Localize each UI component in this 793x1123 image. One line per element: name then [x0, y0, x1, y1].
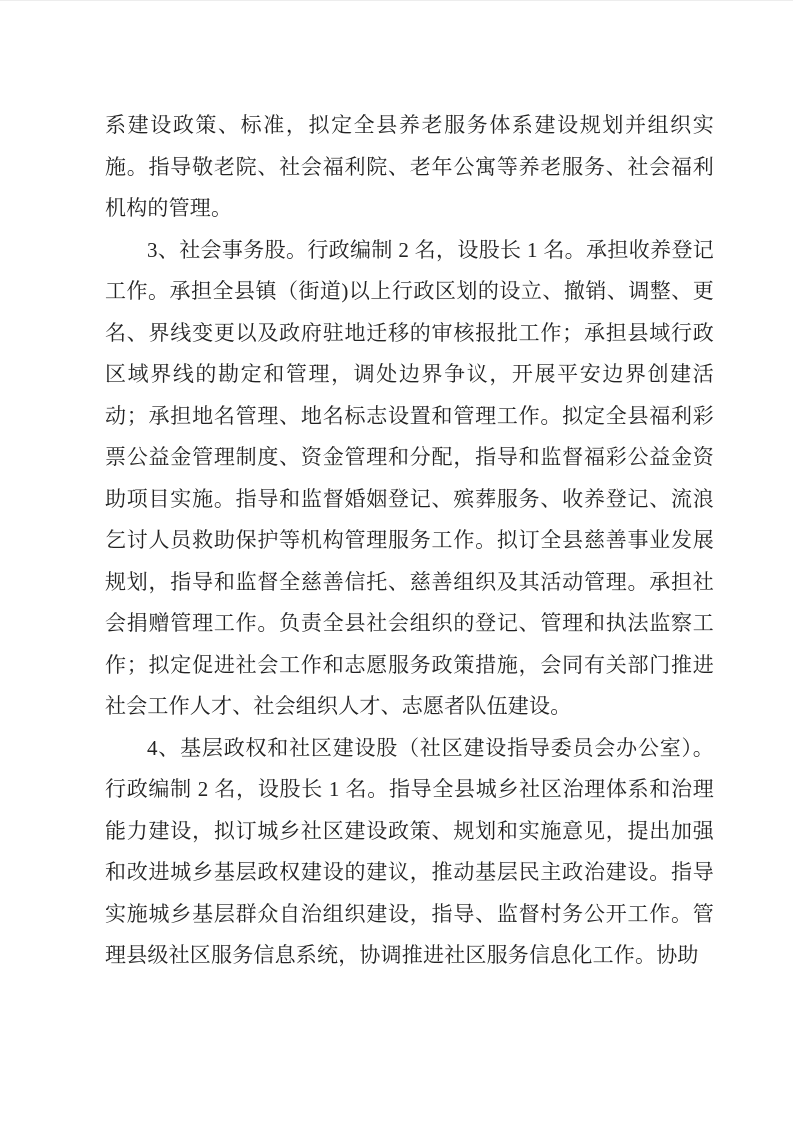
document-text-block: [105, 105, 714, 977]
paragraph-continuation: 系建设政策、标准，拟定全县养老服务体系建设规划并组织实施。指导敬老院、社会福利院、老年公寓等养老服务、社会福利机构的管理。: [105, 113, 714, 220]
paragraph-section-4-grassroots-community: 4、基层政权和社区建设股（社区建设指导委员会办公室）。行政编制 2 名，设股长 1 名。指导全县城乡社区治理体系和治理能力建设，拟订城乡社区建设政策、规划和实施意见，提出加强和改进城乡基层政权建设的建议，推动基层民主政治建设。指导实施城乡基层群众自治组织建设，指导、监督村务公开工作。管理县级社区服务信息系统，协调推进社区服务信息化工作。协助: [105, 735, 714, 967]
paragraph-section-3-social-affairs: 3、社会事务股。行政编制 2 名，设股长 1 名。承担收养登记工作。承担全县镇（街道)以上行政区划的设立、撤销、调整、更名、界线变更以及政府驻地迁移的审核报批工作；承担县域行政区域界线的勘定和管理，调处边界争议，开展平安边界创建活动；承担地名管理、地名标志设置和管理工作。拟定全县福利彩票公益金管理制度、资金管理和分配，指导和监督福彩公益金资助项目实施。指导和监督婚姻登记、殡葬服务、收养登记、流浪乞讨人员救助保护等机构管理服务工作。拟订全县慈善事业发展规划，指导和监督全慈善信托、慈善组织及其活动管理。承担社会捐赠管理工作。负责全县社会组织的登记、管理和执法监察工作；拟定促进社会工作和志愿服务政策措施，会同有关部门推进社会工作人才、社会组织人才、志愿者队伍建设。: [105, 237, 714, 718]
